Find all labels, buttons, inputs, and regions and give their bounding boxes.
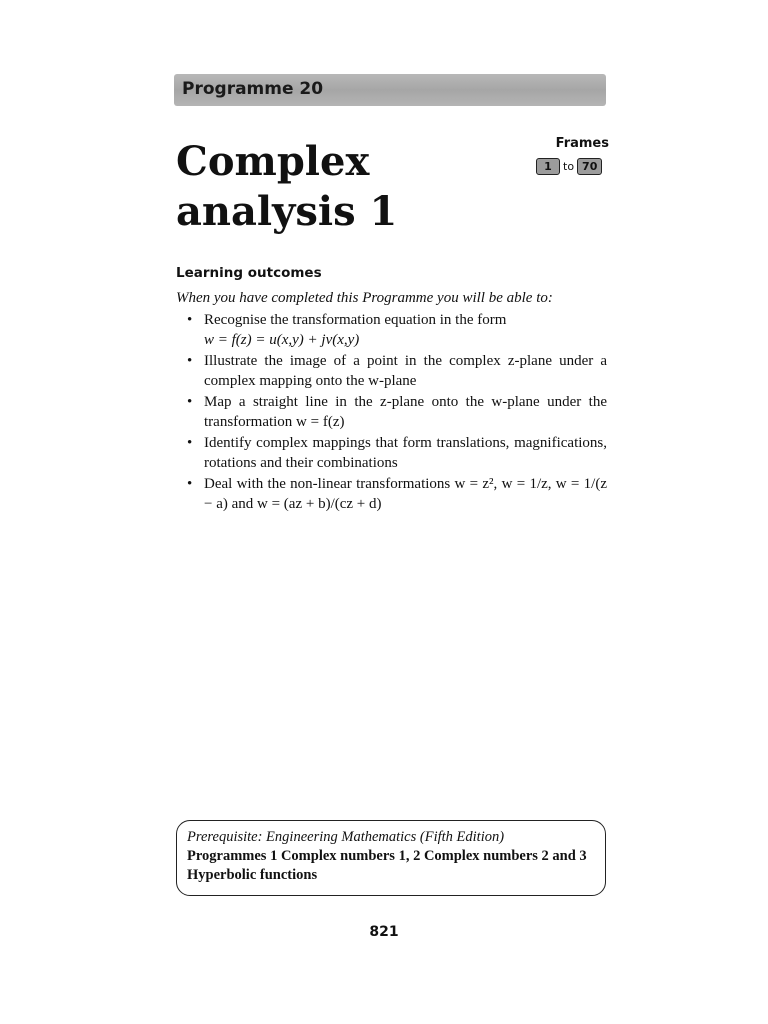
title-line-2: analysis 1 (176, 188, 398, 235)
learning-outcomes-heading: Learning outcomes (176, 265, 322, 281)
outcome-text: Map a straight line in the z-plane onto the w-plane under the transformation w = f(z) (204, 394, 607, 430)
programme-banner (174, 74, 606, 106)
learning-outcomes-list (187, 311, 607, 516)
outcome-text: Identify complex mappings that form translations, magnifications, rotations and their combinations (204, 435, 607, 471)
frame-to-label: to (563, 160, 575, 173)
list-item (187, 475, 607, 514)
outcome-text: Recognise the transformation equation in the form (204, 312, 507, 328)
frames-range (536, 158, 602, 175)
list-item (187, 434, 607, 473)
frames-label: Frames (555, 136, 609, 151)
prerequisite-body: Programmes 1 Complex numbers 1, 2 Complex numbers 2 and 3 Hyperbolic functions (187, 848, 587, 883)
page-number: 821 (369, 924, 399, 940)
frame-end-badge: 70 (577, 158, 602, 175)
prerequisite-box (176, 820, 606, 896)
learning-outcomes-intro: When you have completed this Programme you will be able to: (176, 290, 553, 306)
page-title (176, 137, 397, 237)
outcome-formula: w = f(z) = u(x,y) + jv(x,y) (204, 331, 360, 348)
title-line-1: Complex (176, 138, 370, 185)
programme-label: Programme 20 (182, 79, 324, 99)
list-item (187, 393, 607, 432)
outcome-text: Deal with the non-linear transformations w = z², w = 1/z, w = 1/(z − a) and w = (az + b)/(cz + d) (204, 476, 607, 512)
outcome-text: Illustrate the image of a point in the complex z-plane under a complex mapping onto the w-plane (204, 353, 607, 389)
prerequisite-title: Prerequisite: Engineering Mathematics (Fifth Edition) (187, 829, 505, 845)
frame-start-badge: 1 (536, 158, 560, 175)
list-item (187, 311, 607, 350)
list-item (187, 352, 607, 391)
